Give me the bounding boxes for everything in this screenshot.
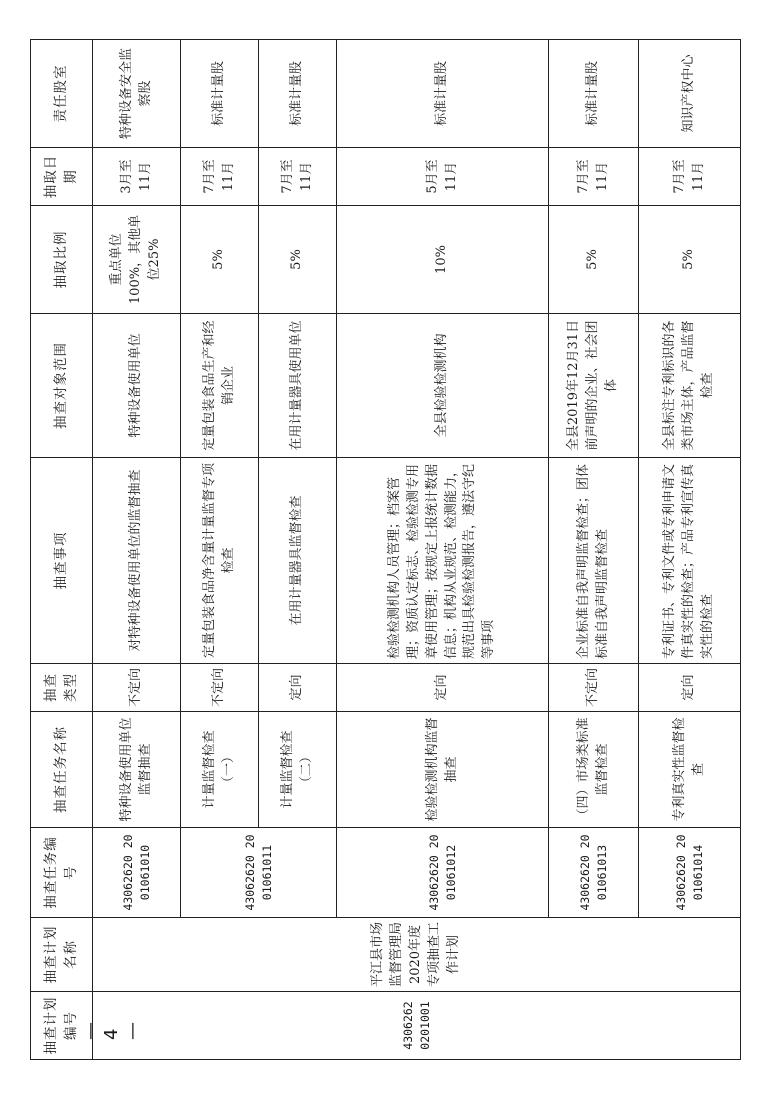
dept-cell: 标准计量股 (549, 40, 639, 148)
dept-cell: 标准计量股 (259, 40, 337, 148)
header-dept: 责任股室 (31, 40, 93, 148)
header-ratio: 抽取比例 (31, 206, 93, 314)
type-cell: 定向 (639, 664, 741, 712)
header-items: 抽查事项 (31, 458, 93, 664)
header-type: 抽查类型 (31, 664, 93, 712)
items-cell: 企业标准自我声明监督检查；团体标准自我声明监督检查 (549, 458, 639, 664)
date-cell: 7月至11月 (549, 148, 639, 206)
items-cell: 对特种设备使用单位的监督抽查 (93, 458, 181, 664)
type-cell: 定向 (337, 664, 549, 712)
task-name-cell: 专利真实性监督检查 (639, 712, 741, 828)
plan-id-cell: 4306262 0201001 (93, 992, 741, 1060)
type-cell: 不定向 (181, 664, 259, 712)
header-task-id: 抽查任务编号 (31, 828, 93, 918)
date-cell: 7月至11月 (181, 148, 259, 206)
header-task-name: 抽查任务名称 (31, 712, 93, 828)
type-cell: 不定向 (549, 664, 639, 712)
scope-cell: 全县标注专利标识的各类市场主体，产品监督检查 (639, 314, 741, 458)
task-id-cell: 43062620 2001061013 (549, 828, 639, 918)
items-cell: 专利证书、专利文件或专利申请文件真实性的检查；产品专利宣传真实性的检查 (639, 458, 741, 664)
header-plan-name: 抽查计划名称 (31, 918, 93, 992)
table-header-row (31, 40, 93, 1060)
dept-cell: 特种设备安全监察股 (93, 40, 181, 148)
task-id-cell: 43062620 2001061010 (93, 828, 181, 918)
rotated-table-wrapper (30, 40, 740, 1060)
dept-cell: 标准计量股 (181, 40, 259, 148)
scope-cell: 全县检验检测机构 (337, 314, 549, 458)
dept-cell: 标准计量股 (337, 40, 549, 148)
task-name-cell: （四）市场类标准监督检查 (549, 712, 639, 828)
date-cell: 7月至11月 (259, 148, 337, 206)
table-row (181, 40, 259, 1060)
ratio-cell: 5% (639, 206, 741, 314)
ratio-cell: 5% (181, 206, 259, 314)
dept-cell: 知识产权中心 (639, 40, 741, 148)
scope-cell: 全县2019年12月31日前声明的企业、社会团体 (549, 314, 639, 458)
table-row (549, 40, 639, 1060)
table-row (93, 40, 181, 1060)
spot-check-plan-table (30, 39, 741, 1060)
header-scope: 抽查对象范围 (31, 314, 93, 458)
task-name-cell: 计量监督检查（二） (259, 712, 337, 828)
scope-cell: 定量包装食品生产和经销企业 (181, 314, 259, 458)
table-row (337, 40, 549, 1060)
task-name-cell: 计量监督检查（一） (181, 712, 259, 828)
type-cell: 定向 (259, 664, 337, 712)
task-id-cell: 43062620 2001061014 (639, 828, 741, 918)
page-number: — 4 — (79, 1022, 143, 1040)
ratio-cell: 重点单位100%，其他单位25% (93, 206, 181, 314)
task-id-cell: 43062620 2001061011 (181, 828, 337, 918)
scope-cell: 特种设备使用单位 (93, 314, 181, 458)
scope-cell: 在用计量器具使用单位 (259, 314, 337, 458)
header-plan-id: 抽查计划编号 (31, 992, 93, 1060)
date-cell: 3月至11月 (93, 148, 181, 206)
task-id-cell: 43062620 2001061012 (337, 828, 549, 918)
task-name-cell: 检验检测机构监督抽查 (337, 712, 549, 828)
date-cell: 5月至11月 (337, 148, 549, 206)
ratio-cell: 5% (259, 206, 337, 314)
ratio-cell: 10% (337, 206, 549, 314)
items-cell: 检验检测机构人员管理；档案管理；资质认定标志、检验检测专用章使用管理；按规定上报统计数据信息；机构从业规范、检测能力，规范出具检验检测报告，遵法守纪等事项 (337, 458, 549, 664)
task-name-cell: 特种设备使用单位监督抽查 (93, 712, 181, 828)
header-date: 抽取日期 (31, 148, 93, 206)
date-cell: 7月至11月 (639, 148, 741, 206)
table-row (639, 40, 741, 1060)
type-cell: 不定向 (93, 664, 181, 712)
ratio-cell: 5% (549, 206, 639, 314)
items-cell: 在用计量器具监督检查 (259, 458, 337, 664)
items-cell: 定量包装食品净含量计量监督专项检查 (181, 458, 259, 664)
plan-name-cell: 平江县市场监督管理局2020年度专项抽查工作计划 (93, 918, 741, 992)
